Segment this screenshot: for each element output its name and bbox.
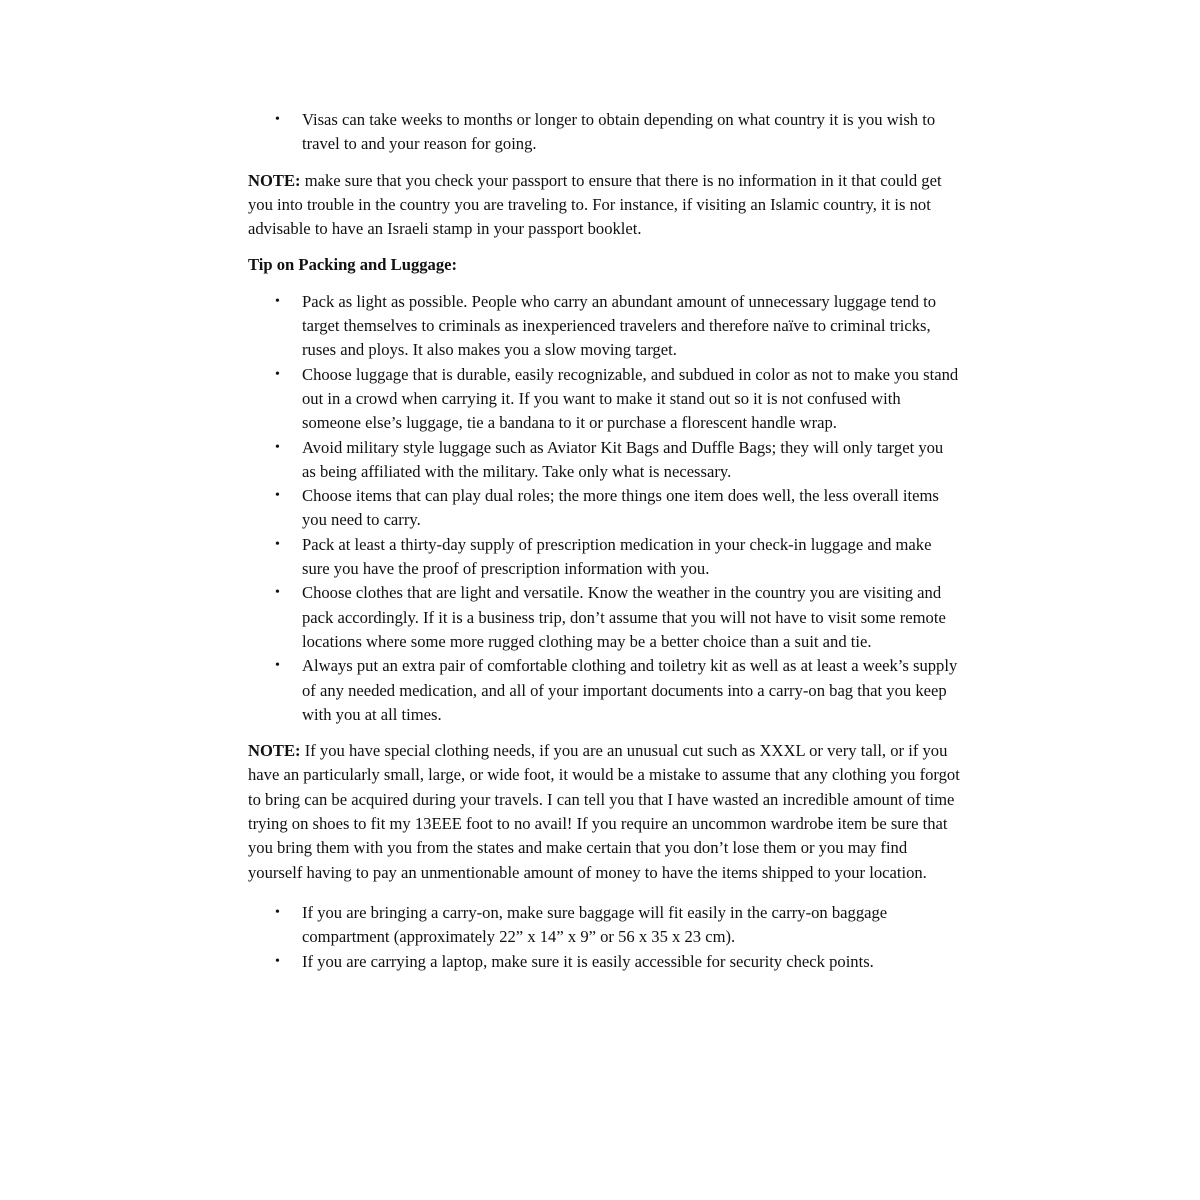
list-item-text: If you are bringing a carry-on, make sure baggage will fit easily in the carry-on baggage compartment (approximately 22” x 14” x 9” or 56 x 35 x 23 cm).	[302, 902, 888, 947]
packing-bullet-list	[248, 290, 960, 727]
list-item-text: Avoid military style luggage such as Aviator Kit Bags and Duffle Bags; they will only target you as being affiliated with the military. Take only what is necessary.	[302, 437, 944, 481]
list-item-text: Visas can take weeks to months or longer to obtain depending on what country it is you wish to travel to and your reason for going.	[302, 110, 936, 154]
list-item	[248, 363, 960, 436]
list-item-text: Pack as light as possible. People who carry an abundant amount of unnecessary luggage tend to target themselves to criminals as inexperienced travelers and therefore naïve to criminal tricks, ruses and ploys. It also makes you a slow moving target.	[302, 291, 937, 360]
list-item	[248, 950, 960, 974]
bullet-icon: •	[275, 658, 280, 674]
note-text: If you have special clothing needs, if you are an unusual cut such as XXXL or very tall, or if you have an particularly small, large, or wide foot, it would be a mistake to assume that any clothing you forgot to bring can be acquired during your travels. I can tell you that I have wasted an incredible amount of time trying on shoes to fit my 13EEE foot to no avail! If you require an uncommon wardrobe item be sure that you bring them with you from the states and make certain that you don’t lose them or you may find yourself having to pay an unmentionable amount of money to have the items shipped to your location.	[248, 741, 960, 882]
bullet-icon: •	[275, 293, 280, 309]
list-item	[248, 581, 960, 654]
bullet-icon: •	[275, 585, 280, 601]
list-item-text: Choose clothes that are light and versatile. Know the weather in the country you are visiting and pack accordingly. If it is a business trip, don’t assume that you will not have to visit some remote locations where some more rugged clothing may be a better choice than a suit and tie.	[302, 583, 946, 651]
list-item	[248, 533, 960, 582]
list-item-text: Choose items that can play dual roles; the more things one item does well, the less overall items you need to carry.	[302, 486, 939, 530]
bullet-icon: •	[275, 953, 280, 969]
bullet-icon: •	[275, 536, 280, 552]
bullet-icon: •	[275, 112, 280, 127]
carryon-bullet-list	[248, 901, 960, 974]
list-item-text: Pack at least a thirty-day supply of prescription medication in your check-in luggage and make sure you have the proof of prescription information with you.	[302, 534, 932, 579]
bullet-icon: •	[275, 439, 280, 455]
bullet-icon: •	[275, 904, 280, 920]
note-paragraph-clothing	[248, 739, 960, 885]
list-item	[248, 436, 960, 485]
document-page	[248, 108, 960, 974]
note-label: NOTE:	[248, 170, 301, 190]
list-item-text: If you are carrying a laptop, make sure it is easily accessible for security check points.	[302, 951, 874, 971]
list-item	[248, 290, 960, 363]
list-item	[248, 484, 960, 533]
note-paragraph-passport	[248, 169, 960, 242]
list-item-text: Choose luggage that is durable, easily recognizable, and subdued in color as not to make you stand out in a crowd when carrying it. If you want to make it stand out so it is not confused with someone else’s luggage, tie a bandana to it or purchase a florescent handle wrap.	[302, 364, 959, 433]
bullet-icon: •	[275, 488, 280, 504]
note-label: NOTE:	[248, 741, 301, 761]
section-heading-packing: Tip on Packing and Luggage:	[248, 255, 458, 275]
list-item	[248, 901, 960, 950]
visa-bullet-list	[248, 108, 960, 157]
list-item	[248, 654, 960, 727]
bullet-icon: •	[275, 366, 280, 382]
note-text: make sure that you check your passport to ensure that there is no information in it that could get you into trouble in the country you are traveling to. For instance, if visiting an Islamic country, it is not advisable to have an Israeli stamp in your passport booklet.	[248, 170, 942, 239]
list-item	[248, 108, 960, 157]
list-item-text: Always put an extra pair of comfortable clothing and toiletry kit as well as at least a week’s supply of any needed medication, and all of your important documents into a carry-on bag that you keep with you at all times.	[302, 656, 958, 724]
